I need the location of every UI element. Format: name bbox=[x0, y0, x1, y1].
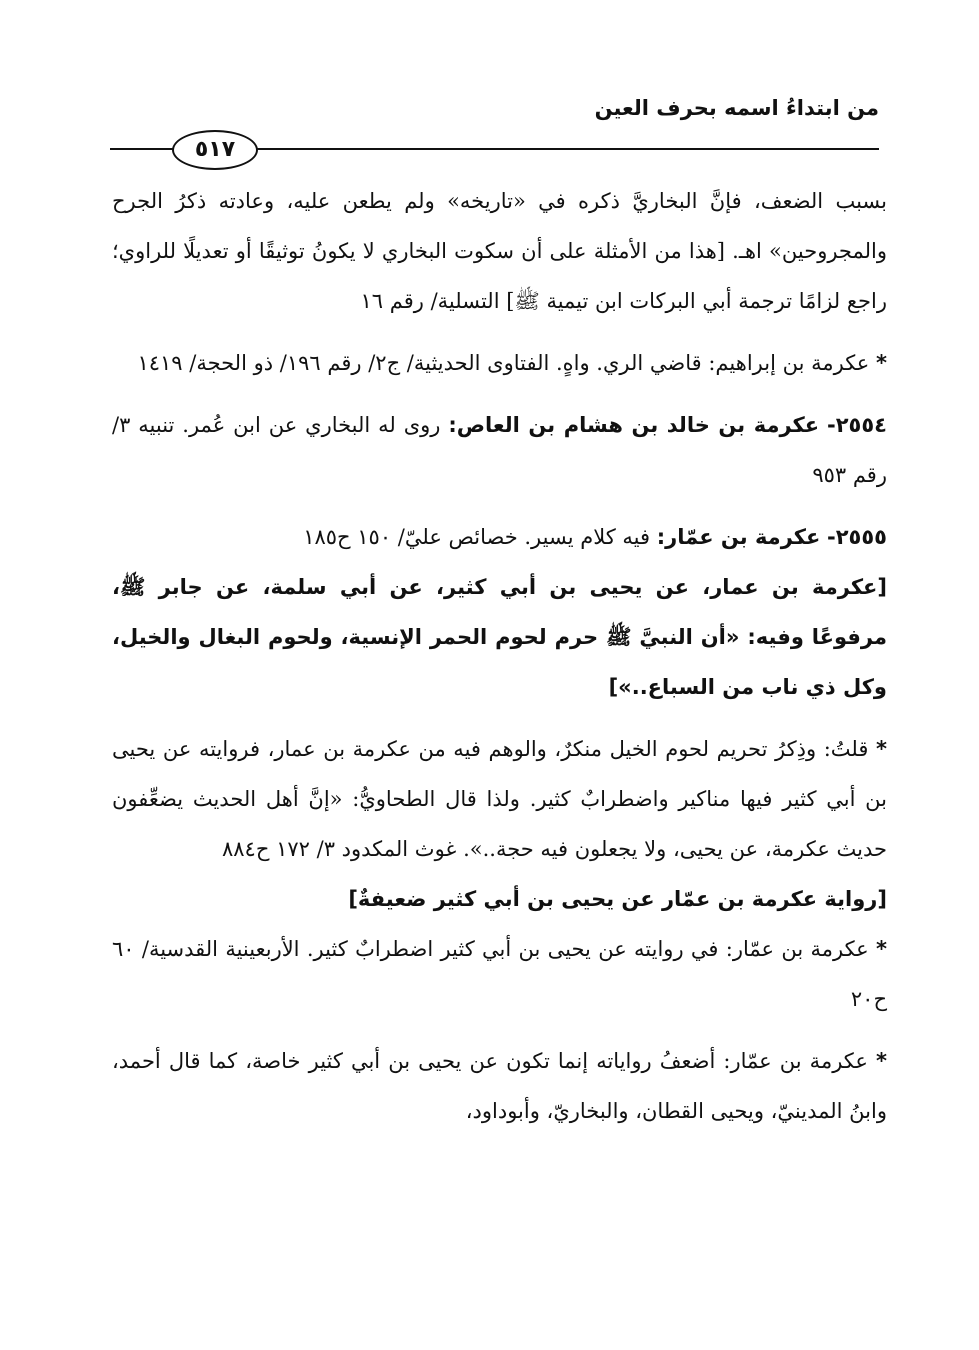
paragraph-ikrimah-ibrahim bbox=[112, 338, 887, 388]
spacer bbox=[112, 388, 887, 400]
spacer bbox=[112, 500, 887, 512]
spacer bbox=[112, 326, 887, 338]
paragraph-comment bbox=[112, 724, 887, 874]
asterisk-marker: * bbox=[876, 351, 887, 375]
asterisk-marker: * bbox=[876, 937, 887, 961]
paragraph-text: قلتُ: وذِكرُ تحريم لحوم الخيل منكرٌ، والوهم فيه من عكرمة بن عمار، فروايته عن يحيى بن أبي كثير فيها مناكير واضطرابٌ كثير. ولذا قال الطحاويُّ: «إنَّ أهل الحديث يضعِّفون حديث عكرمة، عن يحيى، ولا يجعلون فيه حجة..». غوث المكدود ٣/ ١٧٢ ح٨٨٤ bbox=[112, 737, 887, 861]
spacer bbox=[112, 1024, 887, 1036]
paragraph-text: عكرمة بن عمّار: أضعفُ رواياته إنما تكون عن يحيى بن أبي كثير خاصة، كما قال أحمد، وابنُ المدينيّ، ويحيى القطان، والبخاريّ، وأبوداود، bbox=[112, 1049, 887, 1123]
paragraph-weakest-narrations bbox=[112, 1036, 887, 1136]
spacer bbox=[112, 712, 887, 724]
entry-text: روى له البخاري عن ابن عُمر. تنبيه ٣/ رقم ٩٥٣ bbox=[112, 413, 887, 487]
entry-2555 bbox=[112, 512, 887, 562]
hadith-quote: [عكرمة بن عمار، عن يحيى بن أبي كثير، عن أبي سلمة، عن جابر ﷺ، مرفوعًا وفيه: «أن النبيَّ ﷺ حرم لحوم الحمر الإنسية، ولحوم البغال والخيل، وكل ذي ناب من السباع..»] bbox=[112, 575, 887, 699]
entry-name: عكرمة بن عمّار: bbox=[656, 525, 821, 549]
paragraph-text: عكرمة بن عمّار: في روايته عن يحيى بن أبي كثير اضطرابٌ كثير. الأربعينية القدسية/ ٦٠ ح٢٠ bbox=[112, 937, 887, 1011]
section-heading: [رواية عكرمة بن عمّار عن يحيى بن أبي كثير ضعيفةٌ] bbox=[348, 887, 887, 911]
entry-2554 bbox=[112, 400, 887, 500]
paragraph-continuation: بسبب الضعف، فإنَّ البخاريَّ ذكره في «تاريخه» ولم يطعن عليه، وعادته ذكرُ الجرح والمجروحين» اهـ. [هذا من الأمثلة على أن سكوت البخاري لا يكونُ توثيقًا أو تعديلًا للراوي؛ راجع لزامًا ترجمة أبي البركات ابن تيمية ﷺ] التسلية/ رقم ١٦ bbox=[112, 189, 887, 313]
entry-number: ٢٥٥٥- bbox=[827, 525, 887, 549]
paragraph-arbainiyyah bbox=[112, 924, 887, 1024]
entry-text: فيه كلام يسير. خصائص عليّ/ ١٥٠ ح١٨٥ bbox=[303, 525, 651, 549]
entry-name: عكرمة بن خالد بن هشام بن العاص: bbox=[448, 413, 820, 437]
running-header: من ابتداءُ اسمه بحرف العين bbox=[594, 96, 879, 120]
page-body bbox=[112, 176, 887, 1136]
asterisk-marker: * bbox=[876, 1049, 887, 1073]
entry-number: ٢٥٥٤- bbox=[827, 413, 887, 437]
page-number: ٥١٧ bbox=[172, 130, 258, 170]
asterisk-marker: * bbox=[876, 737, 887, 761]
paragraph-text: عكرمة بن إبراهيم: قاضي الري. واهٍ. الفتاوى الحديثية/ ج٢/ رقم ١٩٦/ ذو الحجة/ ١٤١٩ bbox=[137, 351, 870, 375]
